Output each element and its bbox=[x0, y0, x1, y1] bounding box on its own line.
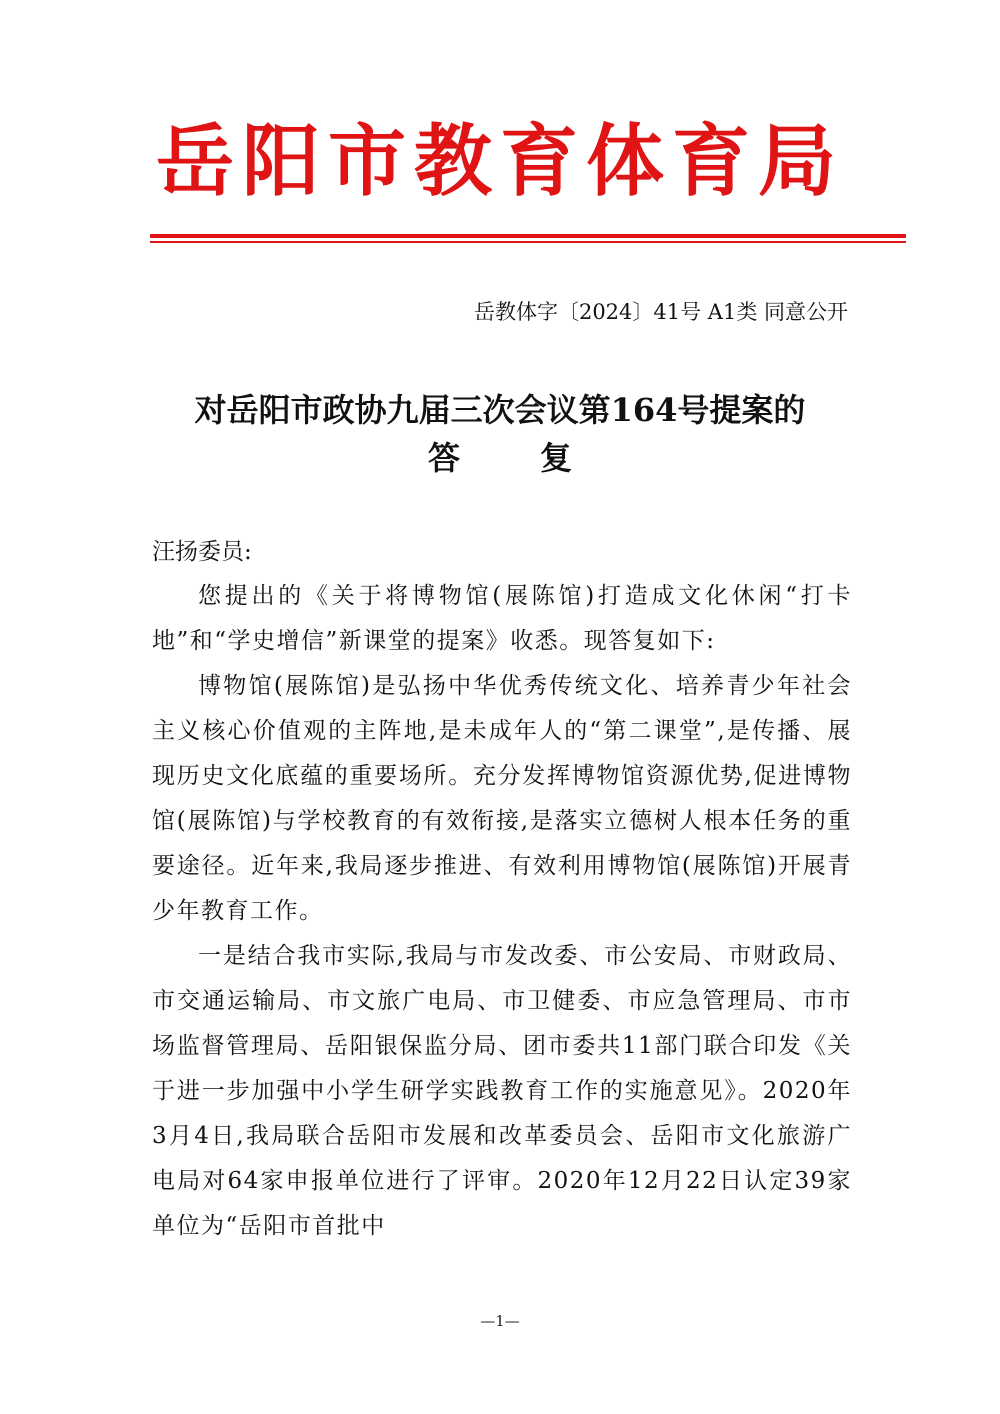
document-title-line2: 答复 bbox=[427, 439, 652, 477]
red-header-rule-thin bbox=[150, 241, 906, 243]
issuing-organization-title: 岳阳市教育体育局 bbox=[155, 116, 844, 207]
body-text bbox=[152, 574, 852, 1249]
body-paragraph-3: 一是结合我市实际,我局与市发改委、市公安局、市财政局、市交通运输局、市文旅广电局、市卫健委、市应急管理局、市市场监督管理局、岳阳银保监分局、团市委共11部门联合印发《关于进一步加强中小学生研学实践教育工作的实施意见》。2020年3月4日,我局联合岳阳市发展和改革委员会、岳阳市文化旅游广电局对64家申报单位进行了评审。2020年12月22日认定39家单位为“岳阳市首批中 bbox=[152, 943, 852, 1239]
salutation: 汪扬委员: bbox=[152, 539, 252, 565]
red-header-rule-thick bbox=[150, 234, 906, 238]
document-title-line1: 对岳阳市政协九届三次会议第164号提案的 bbox=[194, 391, 806, 429]
document-reference-number: 岳教体字〔2024〕41号 A1类 同意公开 bbox=[473, 300, 848, 324]
page-number: —1— bbox=[480, 1312, 520, 1330]
body-paragraph-1: 您提出的《关于将博物馆(展陈馆)打造成文化休闲“打卡地”和“学史增信”新课堂的提案》收悉。现答复如下: bbox=[152, 583, 852, 654]
body-paragraph-2: 博物馆(展陈馆)是弘扬中华优秀传统文化、培养青少年社会主义核心价值观的主阵地,是未成年人的“第二课堂”,是传播、展现历史文化底蕴的重要场所。充分发挥博物馆资源优势,促进博物馆(展陈馆)与学校教育的有效衔接,是落实立德树人根本任务的重要途径。近年来,我局逐步推进、有效利用博物馆(展陈馆)开展青少年教育工作。 bbox=[152, 673, 852, 924]
